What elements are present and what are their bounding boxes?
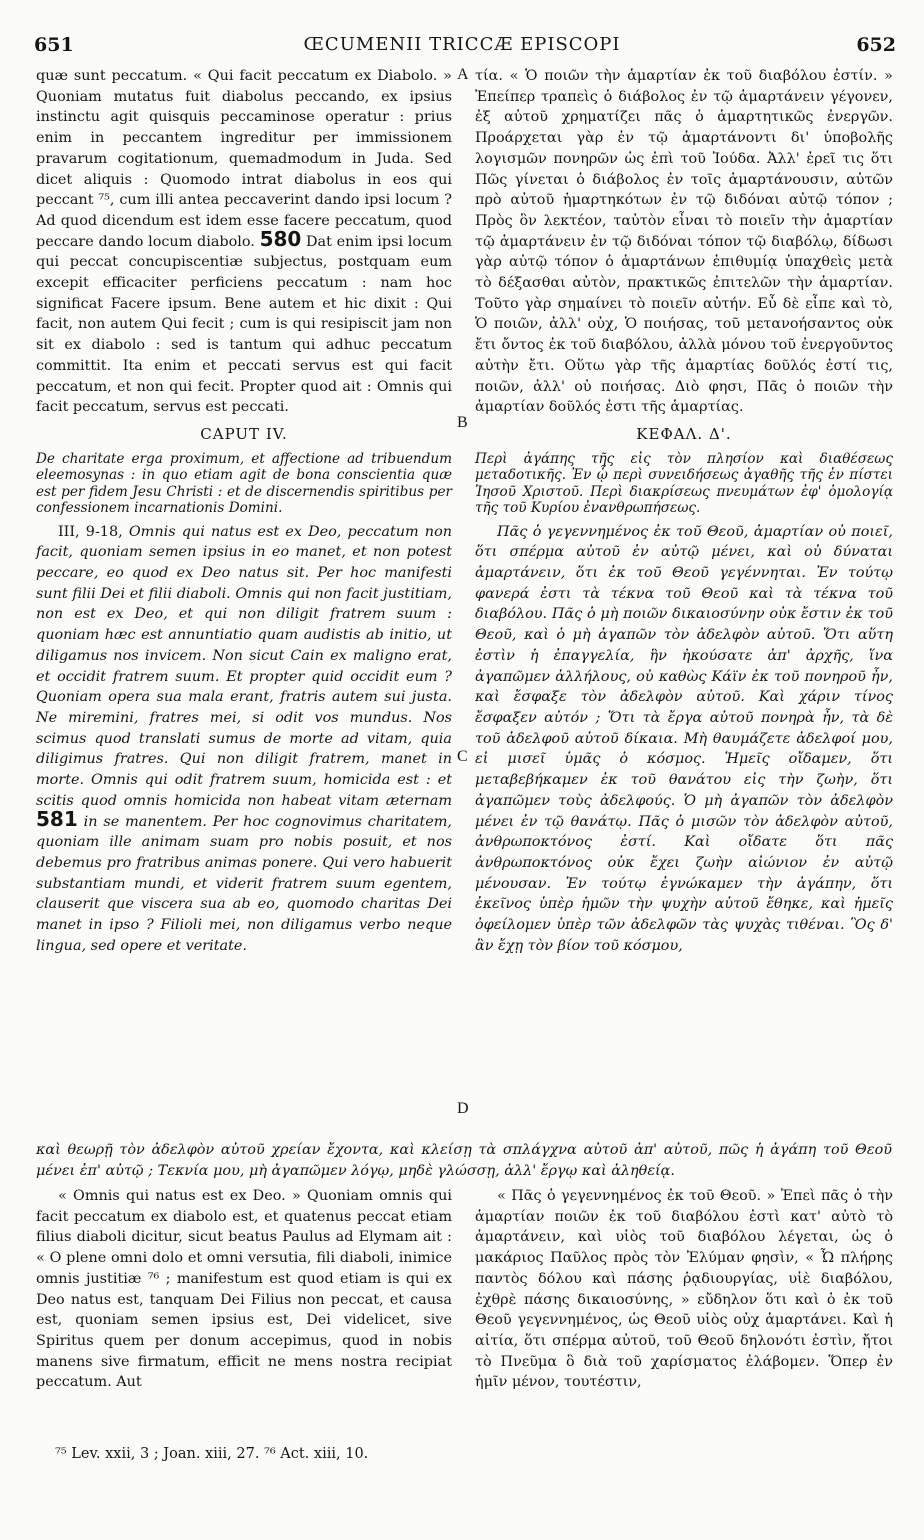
page-number-left: 651 xyxy=(34,34,74,56)
greek-column xyxy=(475,66,893,956)
running-title: ŒCUMENII TRICCÆ EPISCOPI xyxy=(303,34,621,55)
margin-letter: C xyxy=(457,748,468,765)
chapter-rubric: De charitate erga proximum, et affectione ad tribuendum eleemosynas : in quo etiam agit de bona conscientia quæ est per fidem Jesu Christi : et de discernendis spiritibus per confessionem incarnationis Domini. xyxy=(36,450,452,517)
scripture-text: III, 9-18, Omnis qui natus est ex Deo, peccatum non facit, quoniam semen ipsius in eo manet, et non potest peccare, eo quod ex Deo natus sit. Per hoc manifesti sunt filii Dei et filii diaboli. Omnis qui non facit justitiam, non est ex Deo, et qui non diligit fratrem suum : quoniam hæc est annuntiatio quam audistis ab initio, ut diligamus nos invicem. Non sicut Cain ex maligno erat, et occidit fratrem suum. Et propter quid occidit eum ? Quoniam opera sua mala erant, fratris autem sui justa. Ne miremini, fratres mei, si odit vos mundus. Nos scimus quod translati sumus de morte ad vitam, quia diligimus fratres. Qui non diligit fratrem, manet in morte. Omnis qui odit fratrem suum, homicida est : et scitis quod omnis homicida non habeat vitam æternam 581 in se manentem. Per hoc cognovimus charitatem, quoniam ille animam suam pro nobis posuit, et nos debemus pro fratribus animas ponere. Qui vero habuerit substantiam mundi, et viderit fratrem suum egentem, clauserit que viscera sua ab eo, quomodo charitas Dei manet in ipso ? Filioli mei, non diligamus verbo neque lingua, sed opere et veritate. xyxy=(36,523,453,954)
margin-letter: D xyxy=(457,1100,469,1117)
greek-spanning-text: καὶ θεωρῇ τὸν ἀδελφὸν αὐτοῦ χρείαν ἔχοντα, καὶ κλείσῃ τὰ σπλάγχνα αὐτοῦ ἀπ' αὐτοῦ, πῶς ἡ ἀγάπη τοῦ Θεοῦ μένει ἐπ' αὐτῷ ; Τεκνία μου, μὴ ἀγαπῶμεν λόγῳ, μηδὲ γλώσσῃ, ἀλλ' ἔργῳ καὶ ἀληθείᾳ. xyxy=(36,1142,892,1179)
margin-letter: B xyxy=(457,414,468,431)
greek-paragraph: τία. « Ὁ ποιῶν τὴν ἁμαρτίαν ἐκ τοῦ διαβόλου ἐστίν. » Ἐπείπερ τραπεὶς ὁ διάβολος ἐν τῷ ἁμαρτάνειν γέγονεν, ἐξ αὐτοῦ χρηματίζει πᾶς ὁ ἁμαρτητικῶς ἐνεργῶν. Προάρχεται γὰρ ἐν τῷ ἁμαρτάνοντι δι' ὑποβολῆς λογισμῶν πονηρῶν ὡς ἐπὶ τοῦ Ἰούδα. Ἀλλ' ἐρεῖ τις ὅτι Πῶς γίνεται ὁ διάβολος ἐν τοῖς ἁμαρτάνουσιν, αὐτῶν πρὸ αὐτοῦ ἡμαρτηκότων ἐν τῷ διδόναι αὐτῷ τόπον ; Πρὸς ὃν λεκτέον, ταὐτὸν εἶναι τὸ ποιεῖν τὴν ἁμαρτίαν τῷ ἁμαρτάνειν ἐν τῷ διδόναι τόπον τῷ διαβόλῳ, δίδωσι γὰρ αὐτῷ τόπον ὁ ἁμαρτάνων ἐπιθυμίᾳ ὑπαχθεὶς μετὰ τὸ δέξασθαι αὐτὸν, πρακτικῶς ἐπιτελῶν τὴν ἁμαρτίαν. Τοῦτο γὰρ σημαίνει τὸ ποιεῖν αὐτήν. Εὖ δὲ εἶπε καὶ τὸ, Ὁ ποιῶν, ἀλλ' οὐχ, Ὁ ποιήσας, τοῦ μετανοήσαντος οὐκ ἔτι ὄντος ἐκ τοῦ διαβόλου, ἀλλὰ μόνου τοῦ ἐνεργοῦντος αὐτὴν ἔτι. Οὕτω γὰρ τῆς ἁμαρτίας δοῦλός ἐστί τις, ποιῶν, ἀλλ' οὐ ποιήσας. Διὸ φησι, Πᾶς ὁ ποιῶν τὴν ἁμαρτίαν δοῦλός ἐστι τῆς ἁμαρτίας. xyxy=(475,68,893,416)
latin-column xyxy=(36,66,452,956)
running-header xyxy=(0,34,924,64)
latin-paragraph: quæ sunt peccatum. « Qui facit peccatum ex Diabolo. » Quoniam mutatus fuit diabolus peccando, ex ipsius instinctu agit quisquis peccaminose operatur : prius enim in peccantem ingreditur per immissionem pravarum cogitationum, quemadmodum in Juda. Sed dicet aliquis : Quomodo intrat diabolus in eos qui peccant ⁷⁵, cum illi antea peccaverint dando ipsi locum ? Ad quod dicendum est idem esse facere peccatum, quod peccare dando locum diabolo. 580 Dat enim ipsi locum qui peccat concupiscentiæ subjectus, postquam eum excepit efficaciter perficiens peccatum : nam hoc significat Facere ipsum. Bene autem et hic dixit : Qui facit, non autem Qui fecit ; cum is qui resipiscit jam non sit ex diabolo : sed is tantum qui adhuc peccatum committit. Ita enim et peccati servus est qui facit peccatum, et non qui fecit. Propter quod ait : Omnis qui facit peccatum, servus est peccati. xyxy=(36,68,453,416)
margin-letter: A xyxy=(457,66,469,83)
chapter-heading-greek: ΚΕΦΑΛ. Δ'. xyxy=(636,424,732,443)
page-number-right: 652 xyxy=(856,34,896,56)
verse-reference: III, 9-18, xyxy=(58,523,123,540)
greek-commentary: « Πᾶς ὁ γεγεννημένος ἐκ τοῦ Θεοῦ. » Ἐπεὶ πᾶς ὁ τὴν ἁμαρτίαν ποιῶν ἐκ τοῦ διαβόλου ἐστὶ κατ' αὐτὸ τὸ ἁμαρτάνειν, καὶ υἱὸς τοῦ διαβόλου λέγεται, ὡς ὁ μακάριος Παῦλος πρὸς τὸν Ἐλύμαν φησὶν, « Ὦ πλήρης παντὸς δόλου καὶ πάσης ῥᾳδιουργίας, υἱὲ διαβόλου, ἐχθρὲ πάσης δικαιοσύνης, » εὔδηλον ὅτι καὶ ὁ ἐκ τοῦ Θεοῦ γεγεννημένος, ὡς Θεοῦ υἱὸς οὐχ ἁμαρτάνει. Καὶ ἡ αἰτία, ὅτι σπέρμα αὐτοῦ, τοῦ Θεοῦ δηλονότι ἐστὶν, ἤτοι τὸ Πνεῦμα ὃ διὰ τοῦ χαρίσματος ἐλάβομεν. Ὅπερ ἐν ἡμῖν μένον, τουτέστιν, xyxy=(475,1188,893,1391)
migne-column-number: 580 xyxy=(259,226,302,251)
footnotes: ⁷⁵ Lev. xxii, 3 ; Joan. xiii, 27. ⁷⁶ Act. xiii, 10. xyxy=(55,1446,369,1462)
chapter-heading: CAPUT IV. xyxy=(200,424,288,443)
migne-column-number: 581 xyxy=(36,806,78,831)
chapter-rubric-greek: Περὶ ἀγάπης τῆς εἰς τὸν πλησίον καὶ διαθέσεως μεταδοτικῆς. Ἐν ᾧ περὶ συνειδήσεως ἀγαθῆς τῆς ἐν πίστει Ἰησοῦ Χριστοῦ. Περὶ διακρίσεως πνευμάτων ἐφ' ὁμολογίᾳ τῆς τοῦ Κυρίου ἐνανθρωπήσεως. xyxy=(475,450,893,517)
latin-commentary: « Omnis qui natus est ex Deo. » Quoniam omnis qui facit peccatum ex diabolo est, et quatenus peccat etiam filius diaboli dicitur, sicut beatus Paulus ad Elymam ait : « O plene omni dolo et omni versutia, fili diaboli, inimice omnis justitiæ ⁷⁶ ; manifestum est quod etiam is qui ex Deo natus est, tanquam Dei Filius non peccat, et causa est, quoniam semen ipsius est, Dei videlicet, sive Spiritus quem per donum accepimus, quod in nobis manens sive firmatum, efficit ne mens nostra recipiat peccatum. Aut xyxy=(36,1188,452,1391)
scripture-text-greek: Πᾶς ὁ γεγεννημένος ἐκ τοῦ Θεοῦ, ἁμαρτίαν οὐ ποιεῖ, ὅτι σπέρμα αὐτοῦ ἐν αὐτῷ μένει, καὶ οὐ δύναται ἁμαρτάνειν, ὅτι ἐκ τοῦ Θεοῦ γεγέννηται. Ἐν τούτῳ φανερά ἐστι τὰ τέκνα τοῦ Θεοῦ καὶ τὰ τέκνα τοῦ διαβόλου. Πᾶς ὁ μὴ ποιῶν δικαιοσύνην οὐκ ἔστιν ἐκ τοῦ Θεοῦ, καὶ ὁ μὴ ἀγαπῶν τὸν ἀδελφὸν αὐτοῦ. Ὅτι αὕτη ἐστὶν ἡ ἐπαγγελία, ἣν ἠκούσατε ἀπ' ἀρχῆς, ἵνα ἀγαπῶμεν ἀλλήλους, οὐ καθὼς Κάϊν ἐκ τοῦ πονηροῦ ἦν, καὶ ἔσφαξε τὸν ἀδελφὸν αὐτοῦ. Καὶ χάριν τίνος ἔσφαξεν αὐτόν ; Ὅτι τὰ ἔργα αὐτοῦ πονηρὰ ἦν, τὰ δὲ τοῦ ἀδελφοῦ αὐτοῦ δίκαια. Μὴ θαυμάζετε ἀδελφοί μου, εἰ μισεῖ ὑμᾶς ὁ κόσμος. Ἡμεῖς οἴδαμεν, ὅτι μεταβεβήκαμεν ἐκ τοῦ θανάτου εἰς τὴν ζωὴν, ὅτι ἀγαπῶμεν τοὺς ἀδελφούς. Ὁ μὴ ἀγαπῶν τὸν ἀδελφὸν μένει ἐν τῷ θανάτῳ. Πᾶς ὁ μισῶν τὸν ἀδελφὸν αὐτοῦ, ἀνθρωποκτόνος ἐστί. Καὶ οἴδατε ὅτι πᾶς ἀνθρωποκτόνος οὐκ ἔχει ζωὴν αἰώνιον ἐν αὐτῷ μένουσαν. Ἐν τούτῳ ἐγνώκαμεν τὴν ἀγάπην, ὅτι ἐκεῖνος ὑπὲρ ἡμῶν τὴν ψυχὴν αὐτοῦ ἔθηκε, καὶ ἡμεῖς ὀφείλομεν ὑπὲρ τῶν ἀδελφῶν τὰς ψυχὰς τιθέναι. Ὃς δ' ἂν ἔχῃ τὸν βίον τοῦ κόσμου, xyxy=(475,523,893,954)
